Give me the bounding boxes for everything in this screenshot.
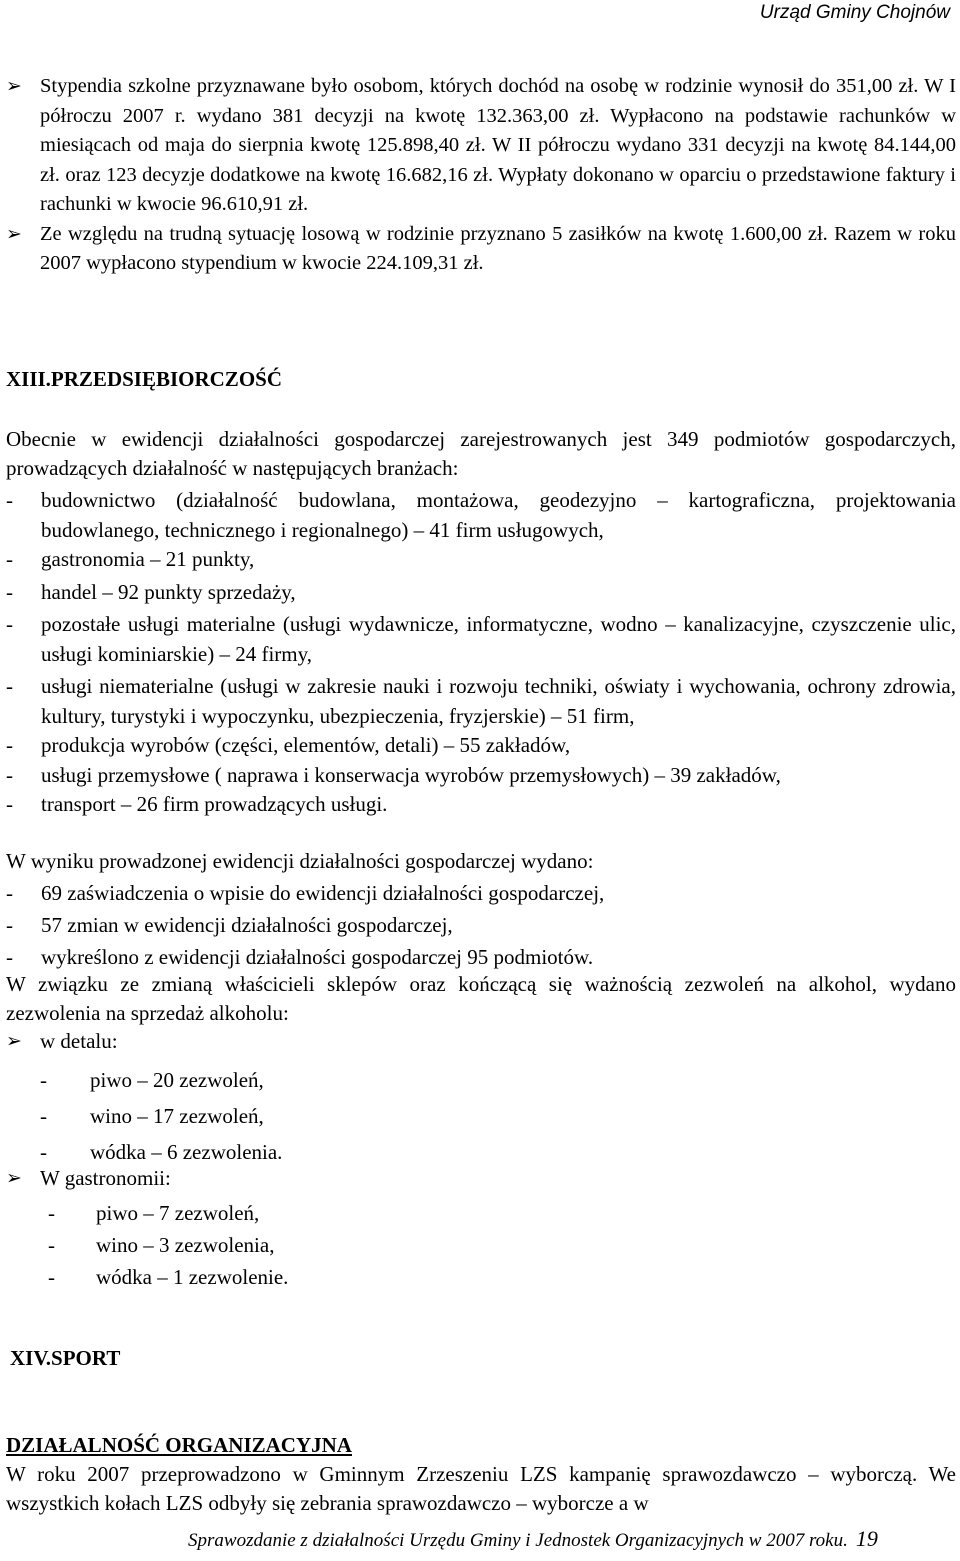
list-item: - wódka – 1 zezwolenie. [48,1265,289,1289]
business-intro: Obecnie w ewidencji działalności gospodarczej zarejestrowanych jest 349 podmiotów gospodarczych, prowadzących działalność w następujących branżach: [6,427,956,480]
list-item: - transport – 26 firm prowadzących usługi. [6,792,388,816]
list-item: - gastronomia – 21 punkty, [6,547,255,571]
bullet-item: ➢ w detalu: [6,1027,956,1057]
list-item: - produkcja wyrobów (części, elementów, detali) – 55 zakładów, [6,733,571,757]
sport-text: W roku 2007 przeprowadzono w Gminnym Zrzeszeniu LZS kampanię sprawozdawczo – wyborczą. We wszystkich kołach LZS odbyły się zebrania sprawozdawczo – wyborcze a w [6,1462,956,1515]
page-header: Urząd Gminy Chojnów [759,2,950,23]
arrow-bullet-icon: ➢ [6,1168,22,1189]
branch-list [6,486,956,820]
section-title-xiv: XIV.SPORT [10,1346,121,1370]
bullet-item: ➢ W gastronomii: [6,1164,956,1194]
alcohol-intro: W związku ze zmianą właścicieli sklepów oraz kończącą się ważnością zezwoleń na alkohol, wydano zezwolenia na sprzedaż alkoholu: [6,972,956,1025]
list-item: - wykreślono z ewidencji działalności gospodarczej 95 podmiotów. [6,945,594,969]
arrow-bullet-icon: ➢ [6,76,22,97]
page-number: 19 [855,1526,878,1551]
retail-heading [6,1027,956,1057]
gastro-list [48,1197,288,1293]
footer-text: Sprawozdanie z działalności Urzędu Gminy i Jednostek Organizacyjnych w 2007 roku. [188,1530,848,1551]
bullet-item [6,220,956,279]
scholarship-bullets [6,72,956,279]
list-item: - budownictwo (działalność budowlana, montażowa, geodezyjno – kartograficzna, projektowania budowlanego, technicznego i regionalnego) – 41 firm usługowych, [6,488,956,542]
list-item: - piwo – 7 zezwoleń, [48,1201,260,1225]
section-subtitle: DZIAŁALNOŚĆ ORGANIZACYJNA [6,1433,352,1457]
issued-intro: W wyniku prowadzonej ewidencji działalności gospodarczej wydano: [6,849,594,873]
list-item: - 57 zmian w ewidencji działalności gospodarczej, [6,913,453,937]
arrow-bullet-icon: ➢ [6,223,22,245]
page-footer [188,1526,878,1552]
bullet-item [6,72,956,220]
retail-list [40,1063,282,1169]
gastro-heading [6,1164,956,1194]
list-item: - 69 zaświadczenia o wpisie do ewidencji działalności gospodarczej, [6,881,605,905]
bullet-text: Stypendia szkolne przyznawane było osobom, których dochód na osobę w rodzinie wynosił do 351,00 zł. W I półroczu 2007 r. wydano 381 decyzji na kwotę 132.363,00 zł. Wypłacono na podstawie rachunków w miesiącach od maja do sierpnia kwotę 125.898,40 zł. W II półroczu wydano 331 decyzji na kwotę 84.144,00 zł. oraz 123 decyzje dodatkowe na kwotę 16.682,16 zł. Wypłaty dokonano w oparciu o przedstawione faktury i rachunki w kwocie 96.610,91 zł. [40,75,956,215]
section-title-xiii: XIII.PRZEDSIĘBIORCZOŚĆ [6,367,282,391]
issued-list [6,877,956,973]
arrow-bullet-icon: ➢ [6,1031,22,1052]
list-item: - wino – 3 zezwolenia, [48,1233,275,1257]
list-item: - handel – 92 punkty sprzedaży, [6,579,296,604]
list-item: - wódka – 6 zezwolenia. [40,1140,283,1164]
list-item: - wino – 17 zezwoleń, [40,1104,264,1128]
bullet-text: Ze względu na trudną sytuację losową w rodzinie przyznano 5 zasiłków na kwotę 1.600,00 zł. Razem w roku 2007 wypłacono stypendium w kwocie 224.109,31 zł. [40,222,956,274]
list-item: - piwo – 20 zezwoleń, [40,1068,264,1092]
list-item: - usługi niematerialne (usługi w zakresie nauki i rozwoju techniki, oświaty i wychowania, ochrony zdrowia, kultury, turystyki i wypoczynku, ubezpieczenia, fryzjerskie) – 51 firm, [6,674,956,728]
list-item: - pozostałe usługi materialne (usługi wydawnicze, informatyczne, wodno – kanalizacyjne, czyszczenie ulic, usługi kominiarskie) – 24 firmy, [6,612,956,666]
list-item: - usługi przemysłowe ( naprawa i konserwacja wyrobów przemysłowych) – 39 zakładów, [6,762,781,787]
